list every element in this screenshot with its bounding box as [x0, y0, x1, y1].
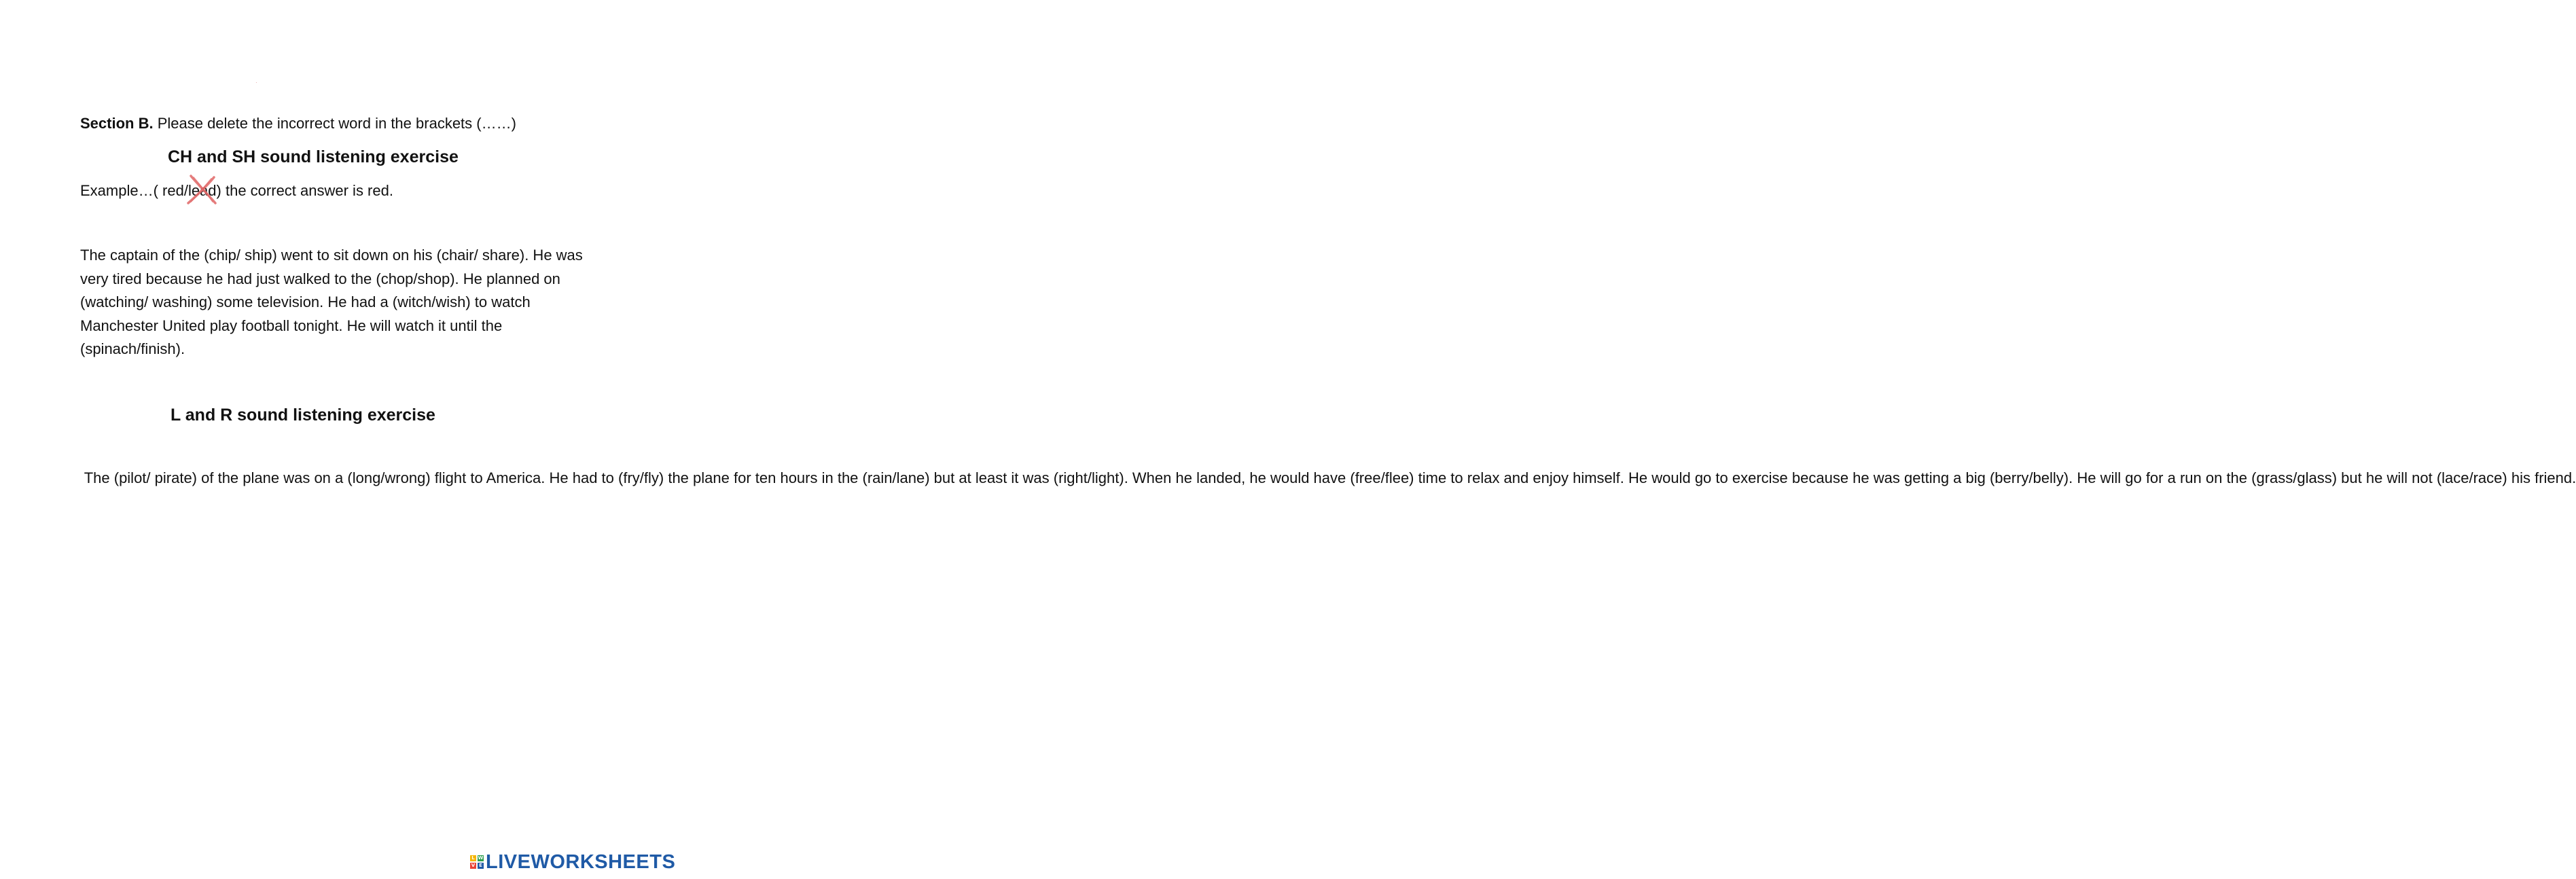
heading-l-r-exercise: L and R sound listening exercise: [171, 406, 435, 425]
l-r-paragraph-text: The (pilot/ pirate) of the plane was on a (long/wrong) flight to America. He had to (fry/fly) the plane for ten hours in the (rain/lane) but at least it was (right/light). When he landed, he would have (free/flee) time to relax and enjoy himself. He would go to exercise because he was getting a big (berry/belly). He will go for a run on the (grass/glass) but he will not (lace/race) his friend.: [80, 469, 2576, 486]
heading-ch-sh-exercise: CH and SH sound listening exercise: [168, 147, 459, 166]
instruction-text: Please delete the incorrect word in the brackets (……): [153, 115, 516, 132]
l-r-paragraph: [80, 467, 2576, 490]
section-label: Section B.: [80, 115, 154, 132]
example-suffix: ) the correct answer is red.: [216, 182, 393, 199]
logo-block-e: E: [478, 863, 484, 869]
ch-sh-paragraph: The captain of the (chip/ ship) went to sit down on his (chair/ share). He was very tired because he had just walked to the (chop/shop). He planned on (watching/ washing) some television. He had a (witch/wish) to watch Manchester United play football tonight. He will watch it until the (spinach/finish).: [80, 247, 583, 357]
stray-red-mark: ·: [255, 79, 257, 86]
example-prefix: Example…( red/: [80, 182, 188, 199]
logo-blocks-icon: [470, 855, 484, 869]
section-instruction: [80, 114, 516, 133]
logo-block-v: V: [471, 863, 476, 868]
liveworksheets-logo: [470, 850, 675, 874]
example-crossed-word: lead: [187, 182, 217, 199]
logo-block-w: W: [478, 855, 484, 861]
example-line: [80, 181, 393, 200]
logo-block-l: L: [470, 855, 476, 861]
logo-text: LIVEWORKSHEETS: [486, 850, 676, 873]
example-crossed-word-wrap: [188, 181, 217, 200]
